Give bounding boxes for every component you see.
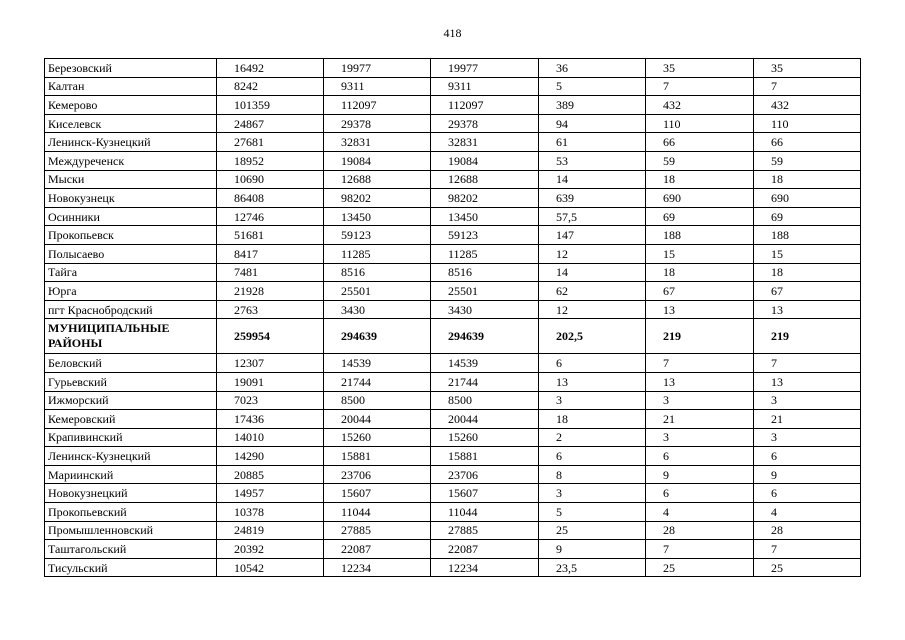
table-row	[45, 372, 861, 391]
value-cell: 188	[646, 226, 754, 245]
value-cell: 18	[646, 170, 754, 189]
value-cell: 5	[539, 77, 646, 96]
value-cell: 8	[539, 465, 646, 484]
value-cell: 11044	[431, 503, 539, 522]
value-cell: 6	[646, 484, 754, 503]
value-cell: 12688	[431, 170, 539, 189]
row-name-cell: Ижморский	[45, 391, 217, 410]
value-cell: 15881	[431, 447, 539, 466]
value-cell: 690	[646, 189, 754, 208]
value-cell: 12688	[324, 170, 431, 189]
value-cell: 9	[646, 465, 754, 484]
value-cell: 20392	[217, 540, 324, 559]
value-cell: 18	[646, 263, 754, 282]
value-cell: 690	[754, 189, 861, 208]
value-cell: 14539	[324, 354, 431, 373]
value-cell: 432	[646, 96, 754, 115]
value-cell: 62	[539, 282, 646, 301]
value-cell: 7023	[217, 391, 324, 410]
value-cell: 29378	[324, 114, 431, 133]
value-cell: 14010	[217, 428, 324, 447]
table-row	[45, 300, 861, 319]
value-cell: 53	[539, 151, 646, 170]
value-cell: 2763	[217, 300, 324, 319]
value-cell: 9311	[324, 77, 431, 96]
value-cell: 24819	[217, 521, 324, 540]
value-cell: 10542	[217, 558, 324, 577]
table-row	[45, 207, 861, 226]
value-cell: 14	[539, 263, 646, 282]
value-cell: 21	[646, 410, 754, 429]
value-cell: 69	[646, 207, 754, 226]
value-cell: 12746	[217, 207, 324, 226]
value-cell: 22087	[431, 540, 539, 559]
table-row	[45, 521, 861, 540]
row-name-cell: Тайга	[45, 263, 217, 282]
value-cell: 9311	[431, 77, 539, 96]
value-cell: 639	[539, 189, 646, 208]
row-name-cell: Полысаево	[45, 244, 217, 263]
table-row	[45, 558, 861, 577]
table-body	[45, 59, 861, 577]
table-row	[45, 59, 861, 78]
value-cell: 259954	[217, 319, 324, 354]
table-row	[45, 244, 861, 263]
value-cell: 12	[539, 244, 646, 263]
table-row	[45, 263, 861, 282]
table-row	[45, 540, 861, 559]
value-cell: 67	[754, 282, 861, 301]
value-cell: 3	[754, 391, 861, 410]
value-cell: 5	[539, 503, 646, 522]
value-cell: 11285	[324, 244, 431, 263]
value-cell: 3	[539, 484, 646, 503]
value-cell: 35	[646, 59, 754, 78]
value-cell: 188	[754, 226, 861, 245]
row-name-cell: Юрга	[45, 282, 217, 301]
value-cell: 4	[646, 503, 754, 522]
value-cell: 13	[754, 300, 861, 319]
table-row	[45, 96, 861, 115]
table-row	[45, 151, 861, 170]
value-cell: 7	[646, 540, 754, 559]
row-name-cell: Калтан	[45, 77, 217, 96]
value-cell: 10690	[217, 170, 324, 189]
table-row	[45, 465, 861, 484]
row-name-cell: Кемерово	[45, 96, 217, 115]
value-cell: 94	[539, 114, 646, 133]
value-cell: 12234	[324, 558, 431, 577]
value-cell: 25	[539, 521, 646, 540]
table-row	[45, 447, 861, 466]
value-cell: 66	[754, 133, 861, 152]
row-name-cell: МУНИЦИПАЛЬНЫЕ РАЙОНЫ	[45, 319, 217, 354]
value-cell: 15	[754, 244, 861, 263]
value-cell: 7	[646, 77, 754, 96]
value-cell: 14539	[431, 354, 539, 373]
value-cell: 20044	[431, 410, 539, 429]
value-cell: 4	[754, 503, 861, 522]
row-name-cell: Крапивинский	[45, 428, 217, 447]
value-cell: 15	[646, 244, 754, 263]
value-cell: 7	[754, 354, 861, 373]
table-row	[45, 170, 861, 189]
value-cell: 19084	[431, 151, 539, 170]
value-cell: 6	[754, 447, 861, 466]
value-cell: 13	[539, 372, 646, 391]
value-cell: 19977	[431, 59, 539, 78]
value-cell: 86408	[217, 189, 324, 208]
value-cell: 202,5	[539, 319, 646, 354]
value-cell: 2	[539, 428, 646, 447]
value-cell: 69	[754, 207, 861, 226]
value-cell: 101359	[217, 96, 324, 115]
row-name-cell: Осинники	[45, 207, 217, 226]
value-cell: 6	[646, 447, 754, 466]
value-cell: 6	[539, 447, 646, 466]
table-row	[45, 319, 861, 354]
value-cell: 7	[754, 77, 861, 96]
value-cell: 9	[539, 540, 646, 559]
value-cell: 15260	[324, 428, 431, 447]
value-cell: 294639	[324, 319, 431, 354]
value-cell: 18952	[217, 151, 324, 170]
value-cell: 7	[754, 540, 861, 559]
row-name-cell: Ленинск-Кузнецкий	[45, 447, 217, 466]
row-name-cell: Новокузнецк	[45, 189, 217, 208]
value-cell: 23706	[431, 465, 539, 484]
value-cell: 9	[754, 465, 861, 484]
value-cell: 11285	[431, 244, 539, 263]
value-cell: 6	[539, 354, 646, 373]
row-name-cell: Березовский	[45, 59, 217, 78]
value-cell: 13450	[324, 207, 431, 226]
value-cell: 6	[754, 484, 861, 503]
value-cell: 14957	[217, 484, 324, 503]
table-row	[45, 77, 861, 96]
row-name-cell: Промышленновский	[45, 521, 217, 540]
value-cell: 12234	[431, 558, 539, 577]
value-cell: 15607	[324, 484, 431, 503]
value-cell: 14290	[217, 447, 324, 466]
value-cell: 3	[539, 391, 646, 410]
value-cell: 3430	[431, 300, 539, 319]
table-row	[45, 133, 861, 152]
value-cell: 24867	[217, 114, 324, 133]
row-name-cell: Междуреченск	[45, 151, 217, 170]
value-cell: 98202	[431, 189, 539, 208]
value-cell: 19084	[324, 151, 431, 170]
value-cell: 7	[646, 354, 754, 373]
value-cell: 57,5	[539, 207, 646, 226]
value-cell: 13	[646, 372, 754, 391]
value-cell: 110	[754, 114, 861, 133]
value-cell: 25	[646, 558, 754, 577]
value-cell: 3	[646, 428, 754, 447]
value-cell: 18	[539, 410, 646, 429]
table-row	[45, 114, 861, 133]
value-cell: 25501	[431, 282, 539, 301]
value-cell: 432	[754, 96, 861, 115]
row-name-cell: Прокопьевск	[45, 226, 217, 245]
value-cell: 12	[539, 300, 646, 319]
value-cell: 21744	[431, 372, 539, 391]
value-cell: 66	[646, 133, 754, 152]
value-cell: 25	[754, 558, 861, 577]
row-name-cell: пгт Краснобродский	[45, 300, 217, 319]
value-cell: 3430	[324, 300, 431, 319]
value-cell: 219	[646, 319, 754, 354]
value-cell: 3	[646, 391, 754, 410]
value-cell: 294639	[431, 319, 539, 354]
value-cell: 27885	[431, 521, 539, 540]
value-cell: 59123	[324, 226, 431, 245]
value-cell: 20044	[324, 410, 431, 429]
value-cell: 8242	[217, 77, 324, 96]
value-cell: 8500	[324, 391, 431, 410]
value-cell: 15260	[431, 428, 539, 447]
table-row	[45, 226, 861, 245]
value-cell: 3	[754, 428, 861, 447]
table-row	[45, 428, 861, 447]
value-cell: 18	[754, 170, 861, 189]
value-cell: 21744	[324, 372, 431, 391]
table-row	[45, 410, 861, 429]
value-cell: 23,5	[539, 558, 646, 577]
value-cell: 8516	[431, 263, 539, 282]
table-row	[45, 282, 861, 301]
value-cell: 98202	[324, 189, 431, 208]
value-cell: 14	[539, 170, 646, 189]
row-name-cell: Кемеровский	[45, 410, 217, 429]
value-cell: 112097	[324, 96, 431, 115]
value-cell: 147	[539, 226, 646, 245]
table-row	[45, 354, 861, 373]
value-cell: 61	[539, 133, 646, 152]
value-cell: 21928	[217, 282, 324, 301]
row-name-cell: Беловский	[45, 354, 217, 373]
value-cell: 219	[754, 319, 861, 354]
table-row	[45, 503, 861, 522]
row-name-cell: Таштагольский	[45, 540, 217, 559]
value-cell: 19977	[324, 59, 431, 78]
data-table	[44, 58, 861, 577]
value-cell: 28	[754, 521, 861, 540]
value-cell: 17436	[217, 410, 324, 429]
value-cell: 32831	[324, 133, 431, 152]
value-cell: 13	[646, 300, 754, 319]
table-row	[45, 391, 861, 410]
value-cell: 19091	[217, 372, 324, 391]
value-cell: 23706	[324, 465, 431, 484]
value-cell: 110	[646, 114, 754, 133]
row-name-cell: Мариинский	[45, 465, 217, 484]
value-cell: 51681	[217, 226, 324, 245]
table-row	[45, 484, 861, 503]
value-cell: 13	[754, 372, 861, 391]
value-cell: 20885	[217, 465, 324, 484]
value-cell: 8516	[324, 263, 431, 282]
value-cell: 21	[754, 410, 861, 429]
value-cell: 112097	[431, 96, 539, 115]
value-cell: 27681	[217, 133, 324, 152]
value-cell: 13450	[431, 207, 539, 226]
value-cell: 59	[754, 151, 861, 170]
value-cell: 15881	[324, 447, 431, 466]
value-cell: 18	[754, 263, 861, 282]
value-cell: 8500	[431, 391, 539, 410]
value-cell: 32831	[431, 133, 539, 152]
value-cell: 28	[646, 521, 754, 540]
value-cell: 67	[646, 282, 754, 301]
value-cell: 11044	[324, 503, 431, 522]
value-cell: 29378	[431, 114, 539, 133]
value-cell: 7481	[217, 263, 324, 282]
value-cell: 10378	[217, 503, 324, 522]
row-name-cell: Гурьевский	[45, 372, 217, 391]
row-name-cell: Мыски	[45, 170, 217, 189]
value-cell: 389	[539, 96, 646, 115]
value-cell: 36	[539, 59, 646, 78]
table-row	[45, 189, 861, 208]
page-number: 418	[443, 26, 462, 40]
value-cell: 27885	[324, 521, 431, 540]
row-name-cell: Прокопьевский	[45, 503, 217, 522]
value-cell: 12307	[217, 354, 324, 373]
row-name-cell: Ленинск-Кузнецкий	[45, 133, 217, 152]
value-cell: 25501	[324, 282, 431, 301]
row-name-cell: Киселевск	[45, 114, 217, 133]
value-cell: 16492	[217, 59, 324, 78]
value-cell: 59	[646, 151, 754, 170]
value-cell: 22087	[324, 540, 431, 559]
value-cell: 35	[754, 59, 861, 78]
row-name-cell: Тисульский	[45, 558, 217, 577]
value-cell: 8417	[217, 244, 324, 263]
value-cell: 15607	[431, 484, 539, 503]
row-name-cell: Новокузнецкий	[45, 484, 217, 503]
value-cell: 59123	[431, 226, 539, 245]
